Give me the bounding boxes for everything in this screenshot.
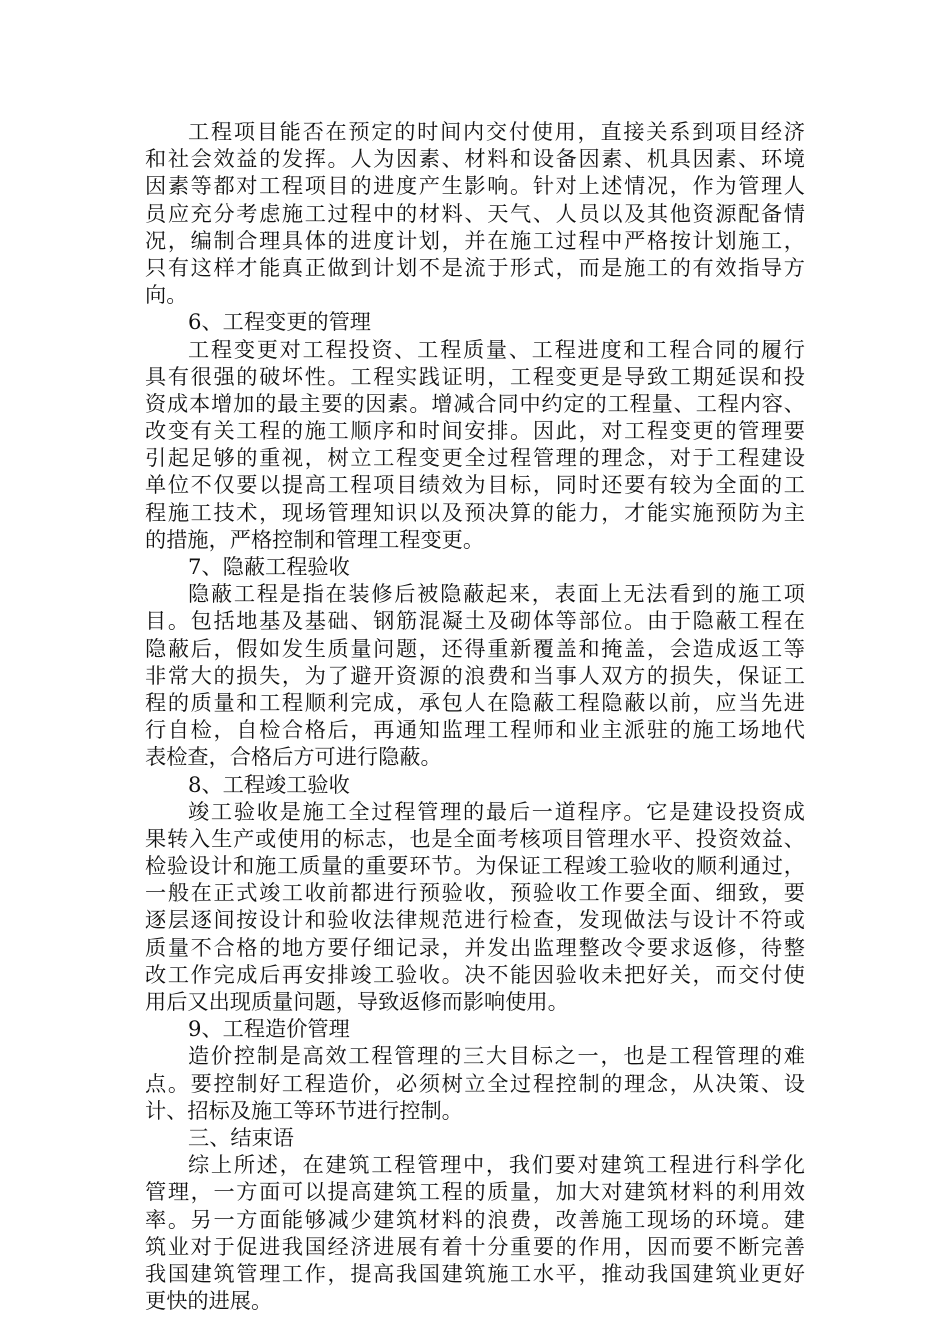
paragraph-hidden-works (145, 580, 805, 770)
text-line: 的措施，严格控制和管理工程变更。 (145, 526, 485, 552)
text-line: 更快的进展。 (145, 1288, 273, 1314)
text-line: 造价控制是高效工程管理的三大目标之一，也是工程管理的难 (188, 1043, 805, 1069)
text-line: 程施工技术，现场管理知识以及预决算的能力，才能实施预防为主 (145, 499, 805, 525)
paragraph-conclusion (145, 1151, 805, 1314)
text-line: 表检查，合格后方可进行隐蔽。 (145, 744, 442, 770)
text-line: 逐层逐间按设计和验收法律规范进行检查，发现做法与设计不符或 (145, 907, 805, 933)
text-line: 一般在正式竣工收前都进行预验收，预验收工作要全面、细致，要 (145, 880, 805, 906)
text-line: 检验设计和施工质量的重要环节。为保证工程竣工验收的顺利通过， (145, 853, 805, 879)
text-line: 果转入生产或使用的标志，也是全面考核项目管理水平、投资效益、 (145, 825, 805, 851)
text-line: 工程项目能否在预定的时间内交付使用，直接关系到项目经济 (188, 119, 805, 144)
text-line: 非常大的损失，为了避开资源的浪费和当事人双方的损失，保证工 (145, 662, 805, 688)
text-line: 向。 (145, 282, 188, 308)
text-line: 竣工验收是施工全过程管理的最后一道程序。它是建设投资成 (188, 798, 805, 824)
text-line: 率。另一方面能够减少建筑材料的浪费，改善施工现场的环境。建 (145, 1206, 805, 1232)
text-line: 资成本增加的最主要的因素。增减合同中约定的工程量、工程内容、 (145, 390, 805, 416)
paragraph-schedule (145, 118, 805, 308)
paragraph-cost (145, 1042, 805, 1124)
text-line: 隐蔽后，假如发生质量问题，还得重新覆盖和掩盖，会造成返工等 (145, 635, 805, 661)
text-line: 工程变更对工程投资、工程质量、工程进度和工程合同的履行 (188, 336, 805, 362)
text-line: 我国建筑管理工作，提高我国建筑施工水平，推动我国建筑业更好 (145, 1260, 805, 1286)
text-line: 况，编制合理具体的进度计划，并在施工过程中严格按计划施工， (145, 227, 805, 253)
text-line: 行自检，自检合格后，再通知监理工程师和业主派驻的施工场地代 (145, 717, 805, 743)
text-line: 综上所述，在建筑工程管理中，我们要对建筑工程进行科学化 (188, 1152, 805, 1178)
text-line: 具有很强的破坏性。工程实践证明，工程变更是导致工期延误和投 (145, 363, 805, 389)
paragraph-change (145, 336, 805, 554)
text-line: 和社会效益的发挥。人为因素、材料和设备因素、机具因素、环境 (145, 146, 805, 172)
text-line: 只有这样才能真正做到计划不是流于形式，而是施工的有效指导方 (145, 254, 805, 280)
text-line: 改变有关工程的施工顺序和时间安排。因此，对工程变更的管理要 (145, 418, 805, 444)
text-line: 计、招标及施工等环节进行控制。 (145, 1097, 463, 1123)
text-line: 筑业对于促进我国经济进展有着十分重要的作用，因而要不断完善 (145, 1233, 805, 1259)
text-line: 隐蔽工程是指在装修后被隐蔽起来，表面上无法看到的施工项 (188, 581, 805, 607)
text-line: 单位不仅要以提高工程项目绩效为目标，同时还要有较为全面的工 (145, 472, 805, 498)
text-line: 程的质量和工程顺利完成，承包人在隐蔽工程隐蔽以前，应当先进 (145, 689, 805, 715)
section-heading-6: 6、工程变更的管理 (188, 309, 371, 335)
text-line: 引起足够的重视，树立工程变更全过程管理的理念，对于工程建设 (145, 445, 805, 471)
text-line: 员应充分考虑施工过程中的材料、天气、人员以及其他资源配备情 (145, 200, 805, 226)
text-line: 管理，一方面可以提高建筑工程的质量，加大对建筑材料的利用效 (145, 1179, 805, 1205)
text-line: 因素等都对工程项目的进度产生影响。针对上述情况，作为管理人 (145, 173, 805, 199)
text-line: 点。要控制好工程造价，必须树立全过程控制的理念，从决策、设 (145, 1070, 805, 1096)
paragraph-completion (145, 798, 805, 1016)
text-line: 目。包括地基及基础、钢筋混凝土及砌体等部位。由于隐蔽工程在 (145, 608, 805, 634)
section-heading-9: 9、工程造价管理 (188, 1016, 350, 1042)
section-heading-8: 8、工程竣工验收 (188, 771, 350, 797)
section-heading-7: 7、隐蔽工程验收 (188, 554, 350, 579)
text-line: 质量不合格的地方要仔细记录，并发出监理整改令要求返修，待整 (145, 934, 805, 960)
section-heading-conclusion: 三、结束语 (188, 1124, 294, 1150)
text-line: 用后又出现质量问题，导致返修而影响使用。 (145, 989, 569, 1014)
document-page (145, 118, 805, 1314)
text-line: 改工作完成后再安排竣工验收。决不能因验收未把好关，而交付使 (145, 961, 805, 987)
